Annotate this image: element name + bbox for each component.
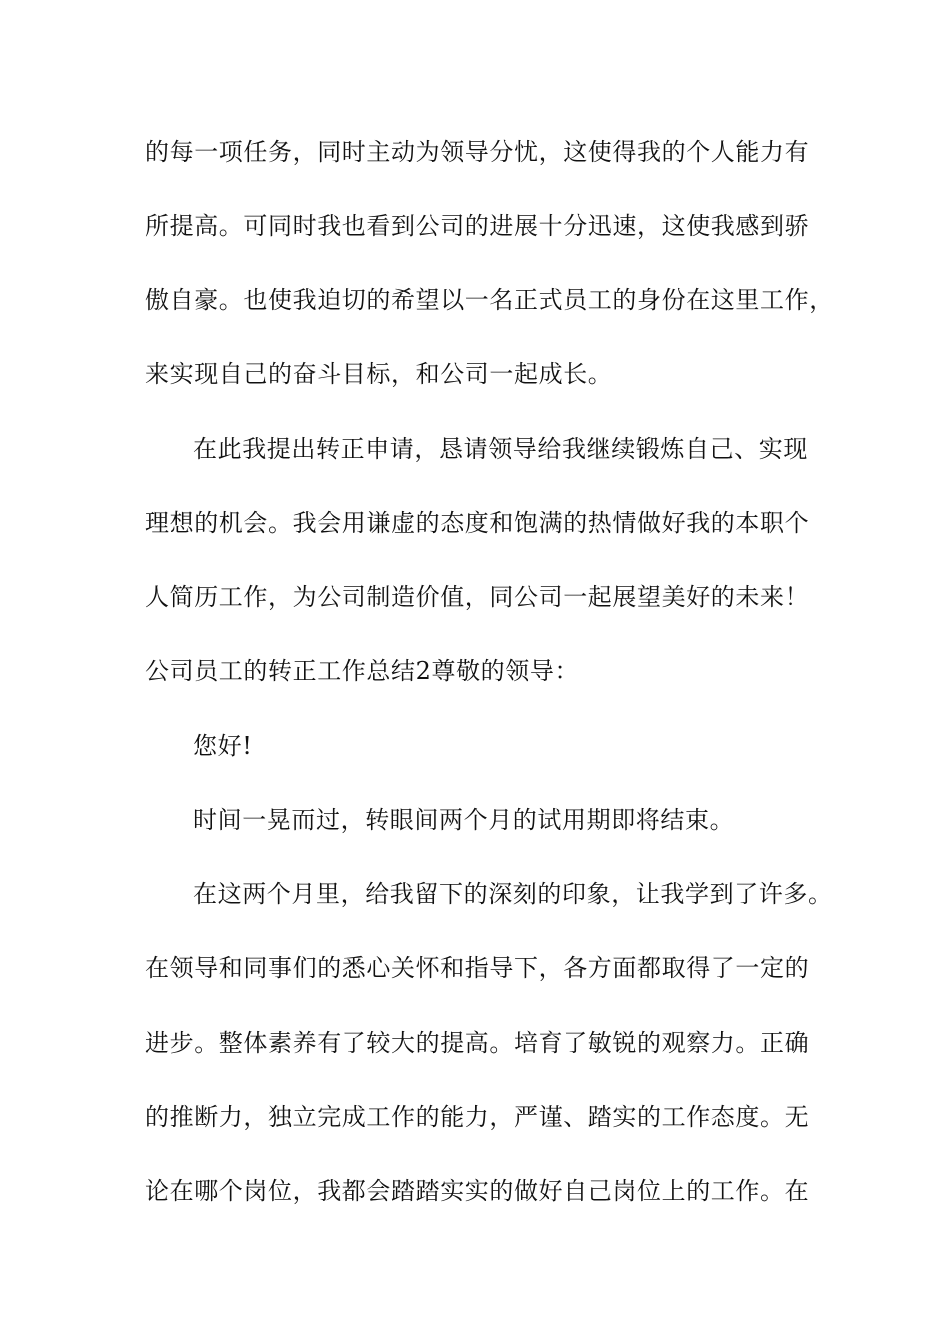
text-line-4: 来实现自己的奋斗目标，和公司一起成长。 — [145, 360, 613, 388]
text-line-3: 傲自豪。也使我迫切的希望以一名正式员工的身份在这里工作， — [145, 286, 834, 314]
text-line-1: 的每一项任务，同时主动为领导分忧，这使得我的个人能力有 — [145, 138, 810, 166]
text-line-15: 论在哪个岗位，我都会踏踏实实的做好自己岗位上的工作。在 — [145, 1177, 810, 1205]
text-line-12: 在领导和同事们的悉心关怀和指导下，各方面都取得了一定的 — [145, 954, 810, 982]
text-line-14: 的推断力，独立完成工作的能力，严谨、踏实的工作态度。无 — [145, 1103, 810, 1131]
text-line-6: 理想的机会。我会用谦虚的态度和饱满的热情做好我的本职个 — [145, 509, 810, 537]
text-line-11: 在这两个月里，给我留下的深刻的印象，让我学到了许多。 — [193, 880, 833, 908]
text-line-13: 进步。整体素养有了较大的提高。培育了敏锐的观察力。正确 — [145, 1029, 810, 1057]
greeting-line: 您好! — [193, 732, 253, 760]
section-heading: 公司员工的转正工作总结2尊敬的领导： — [145, 657, 580, 685]
text-line-2: 所提高。可同时我也看到公司的进展十分迅速，这使我感到骄 — [145, 212, 810, 240]
text-line-5: 在此我提出转正申请，恳请领导给我继续锻炼自己、实现 — [193, 435, 808, 463]
text-line-10: 时间一晃而过，转眼间两个月的试用期即将结束。 — [193, 806, 735, 834]
text-line-7: 人简历工作，为公司制造价值，同公司一起展望美好的未来！ — [145, 583, 810, 611]
